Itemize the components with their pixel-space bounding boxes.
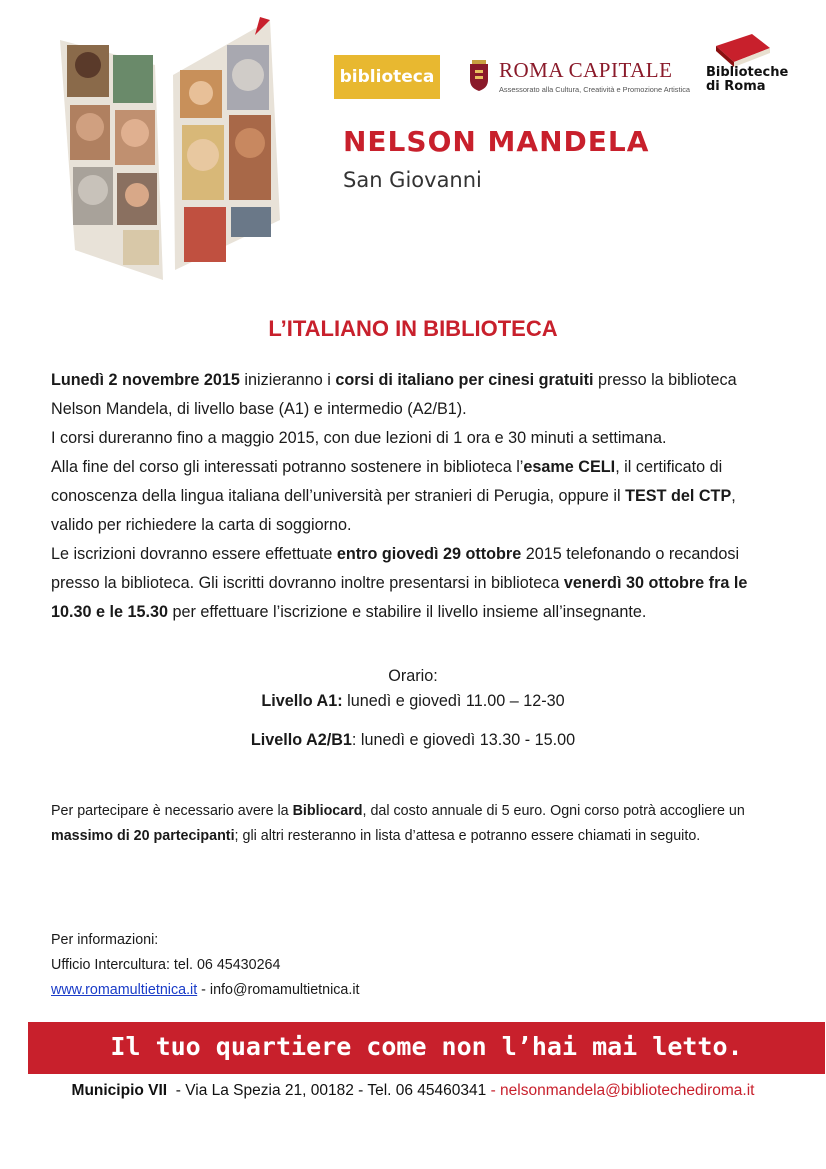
roma-capitale-name: ROMA CAPITALE [499, 58, 673, 82]
schedule-a2b1-time: : lunedì e giovedì 13.30 - 15.00 [351, 731, 576, 749]
contact-info [51, 928, 551, 1003]
schedule-a1 [0, 692, 826, 711]
biblioteche-logo-line1: Biblioteche [706, 65, 789, 80]
participation-requirements [51, 799, 781, 849]
p3-text-2: , dal costo annuale di 5 euro. Ogni corso potrà accogliere un [362, 803, 745, 819]
biblioteca-tag: biblioteca [334, 55, 440, 99]
page-title: L’ITALIANO IN BIBLIOTECA [268, 316, 558, 341]
library-location: San Giovanni [343, 168, 482, 192]
bibliocard: Bibliocard [292, 803, 363, 819]
p1-text-5: , valido per richiedere la carta di soggiorno. [51, 487, 736, 534]
roma-crest-icon [468, 60, 490, 92]
p2-text-2: 2015 telefonando o recandosi presso la biblioteca. Gli iscritti dovranno inoltre presentarsi in biblioteca [51, 545, 740, 592]
biblioteche-di-roma-logo [700, 32, 800, 102]
footer-address-text: - Via La Spezia 21, 00182 - Tel. 06 45460341 [167, 1082, 491, 1099]
contact-email: info@romamultietnica.it [209, 982, 360, 998]
schedule-a2b1-label: Livello A2/B1 [250, 731, 352, 749]
footer-address [0, 1082, 826, 1100]
schedule-a1-time: lunedì e giovedì 11.00 – 12-30 [342, 692, 565, 710]
schedule-a2b1 [0, 731, 826, 750]
p3-text-1: Per partecipare è necessario avere la [51, 803, 293, 819]
schedule-title: Orario: [388, 667, 438, 685]
start-date: Lunedì 2 novembre 2015 [51, 371, 240, 389]
test-ctp: TEST del CTP [625, 487, 732, 505]
contact-separator: - [197, 982, 210, 998]
roma-capitale-subtitle: Assessorato alla Cultura, Creatività e Promozione Artistica [499, 85, 691, 94]
contact-links [51, 978, 551, 1003]
library-name: NELSON MANDELA [343, 125, 650, 158]
contact-office-phone: Ufficio Intercultura: tel. 06 45430264 [51, 957, 281, 973]
p2-text-1: Le iscrizioni dovranno essere effettuate [51, 545, 337, 563]
p1-text-1: inizieranno i [239, 371, 336, 389]
p2-text-3: per effettuare l’iscrizione e stabilire il livello insieme all’insegnante. [168, 603, 647, 621]
library-book-collage-logo [55, 15, 285, 290]
footer-email: - nelsonmandela@bibliotechediroma.it [490, 1082, 755, 1099]
slogan-text: Il tuo quartiere come non l’hai mai letto. [110, 1032, 743, 1061]
schedule-a1-label: Livello A1: [261, 692, 343, 710]
roma-capitale-logo [465, 58, 690, 102]
max-participants: massimo di 20 partecipanti [51, 828, 235, 844]
slogan-banner [28, 1022, 825, 1074]
enrollment-deadline: entro giovedì 29 ottobre [336, 545, 522, 563]
biblioteche-logo-line2: di Roma [706, 79, 766, 94]
red-book-icon [712, 32, 772, 68]
contact-label: Per informazioni: [51, 932, 159, 948]
footer-municipio: Municipio VII [71, 1082, 168, 1099]
course-highlight: corsi di italiano per cinesi gratuiti [335, 371, 594, 389]
p1-text-4: , il certificato di conoscenza della lingua italiana dell’università per stranieri di Perugia, oppure il [51, 458, 723, 505]
enrollment-info [51, 540, 781, 627]
website-link[interactable]: www.romamultietnica.it [51, 982, 198, 998]
p1-text-3: Alla fine del corso gli interessati potranno sostenere in biblioteca l’ [51, 458, 524, 476]
course-description [51, 366, 781, 540]
p3-text-3: ; gli altri resteranno in lista d’attesa e potranno essere chiamati in seguito. [234, 828, 701, 844]
p1-duration: I corsi dureranno fino a maggio 2015, con due lezioni di 1 ora e 30 minuti a settimana. [51, 429, 667, 447]
exam-celi: esame CELI [523, 458, 616, 476]
enrollment-appointment: venerdì 30 ottobre fra le 10.30 e le 15.30 [51, 574, 748, 621]
p1-text-2: presso la biblioteca Nelson Mandela, di livello base (A1) e intermedio (A2/B1). [51, 371, 737, 418]
